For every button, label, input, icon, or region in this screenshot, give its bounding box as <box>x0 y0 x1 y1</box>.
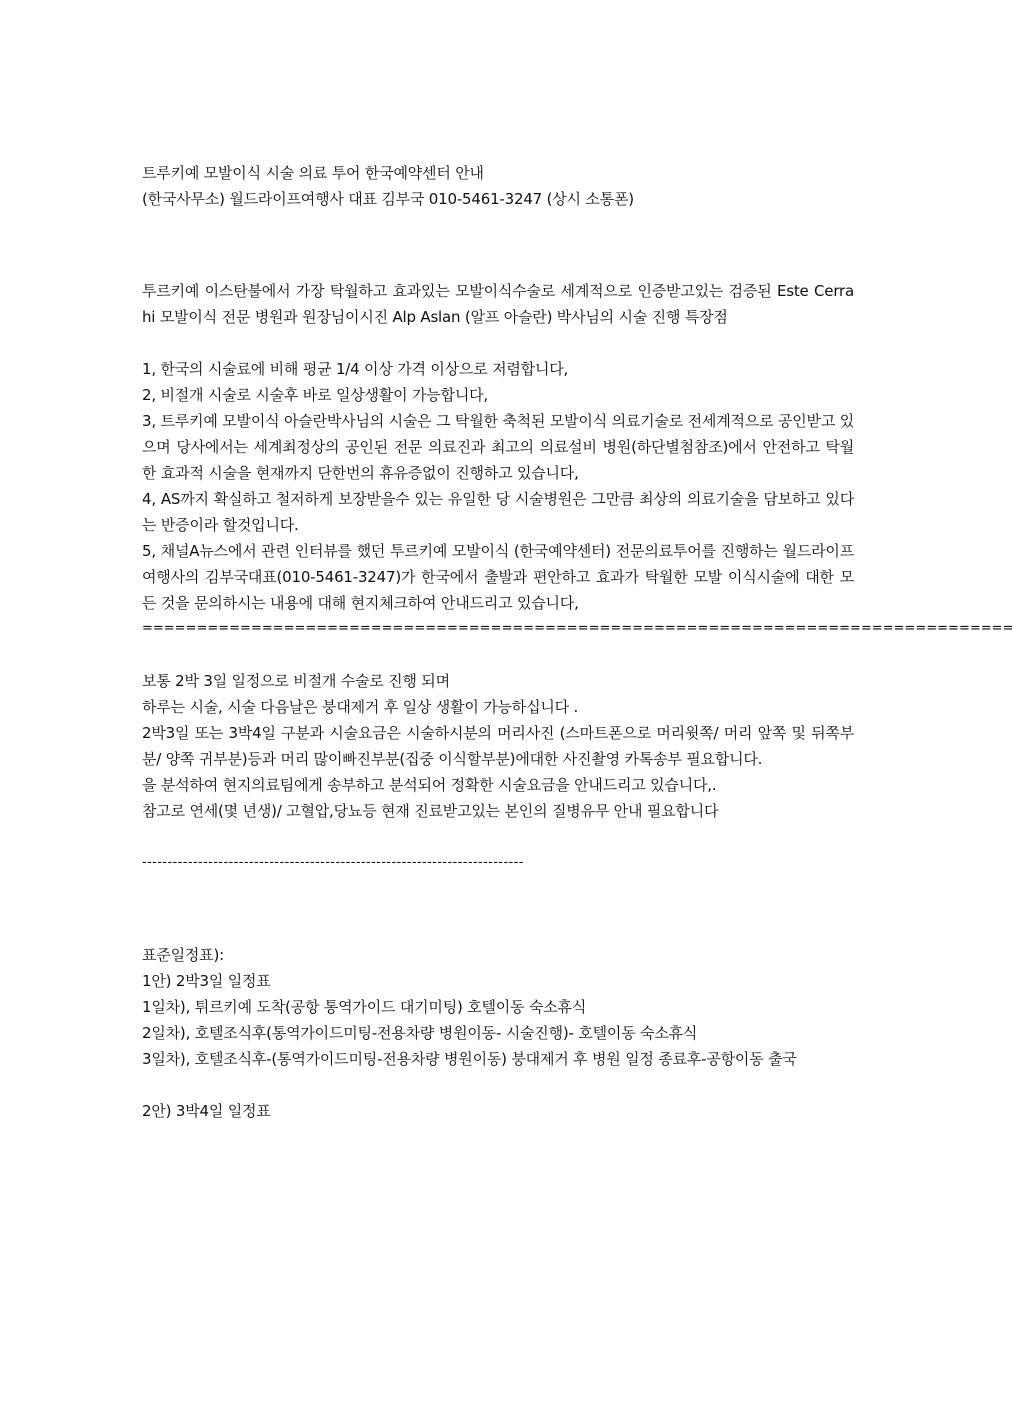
feature-item-3: 3, 트루키예 모발이식 아슬란박사님의 시술은 그 탁월한 축척된 모발이식 의료기술로 전세계적으로 공인받고 있으며 당사에서는 세계최정상의 공인된 전문 의료진과 최고의 의료설비 병원(하단별첨참조)에서 안전하고 탁월한 효과적 시술을 현재까지 단한번의 휴유증없이 진행하고 있습니다, <box>142 412 854 482</box>
feature-item-2: 2, 비절개 시술로 시술후 바로 일상생활이 가능합니다, <box>142 386 488 404</box>
intro-paragraph: 투르키예 이스탄불에서 가장 탁월하고 효과있는 모발이식수술로 세계적으로 인증받고있는 검증된 Este Cerrahi 모발이식 전문 병원과 원장님이시진 Alp Aslan (알프 아슬란) 박사님의 시술 진행 특장점 <box>142 282 854 326</box>
spacer <box>142 642 854 668</box>
plan-1-day-3: 3일차), 호텔조식후-(통역가이드미팅-전용차량 병원이동) 붕대제거 후 병원 일정 종료후-공항이동 출국 <box>142 1050 797 1068</box>
plan-1-title: 1안) 2박3일 일정표 <box>142 972 271 990</box>
procedure-line-3: 을 분석하여 현지의료팀에게 송부하고 분석되어 정확한 시술요금을 안내드리고 있습니다,. <box>142 776 717 794</box>
spacer <box>142 1072 854 1098</box>
procedure-line-4: 참고로 연세(몇 년생)/ 고혈압,당뇨등 현재 진료받고있는 본인의 질병유무 안내 필요합니다 <box>142 802 719 820</box>
plan-1-day-2: 2일차), 호텔조식후(통역가이드미팅-전용차량 병원이동- 시술진행)- 호텔이동 숙소휴식 <box>142 1024 698 1042</box>
feature-item-1: 1, 한국의 시술료에 비해 평균 1/4 이상 가격 이상으로 저렴합니다, <box>142 360 569 378</box>
procedure-line-1: 보통 2박 3일 일정으로 비절개 수술로 진행 되며 <box>142 672 450 690</box>
double-rule-divider: ================================================================================ <box>142 621 1013 636</box>
contact-line: (한국사무소) 월드라이프여행사 대표 김부국 010-5461-3247 (상시 소통폰) <box>142 190 634 208</box>
feature-item-5: 5, 채널A뉴스에서 관련 인터뷰를 했던 투르키예 모발이식 (한국예약센터) 전문의료투어를 진행하는 월드라이프여행사의 김부국대표(010-5461-3247)가 한국에서 출발과 편안하고 효과가 탁월한 모발 이식시술에 대한 모든 것을 문의하시는 내용에 대해 현지체크하여 안내드리고 있습니다, <box>142 542 854 612</box>
procedure-line-2: 하루는 시술, 시술 다음날은 붕대제거 후 일상 생활이 가능하십니다 . <box>142 698 579 716</box>
spacer <box>142 824 854 850</box>
plan-1-day-1: 1일차), 튀르키예 도착(공항 통역가이드 대기미팅) 호텔이동 숙소휴식 <box>142 998 587 1016</box>
dash-rule-divider: --------------------------------------------------------------------------- <box>142 855 524 870</box>
feature-item-4: 4, AS까지 확실하고 철저하게 보장받을수 있는 유일한 당 시술병원은 그만큼 최상의 의료기술을 담보하고 있다는 반증이라 할것입니다. <box>142 490 854 534</box>
spacer <box>142 876 854 942</box>
document-title: 트루키예 모발이식 시술 의료 투어 한국예약센터 안내 <box>142 164 484 182</box>
spacer <box>142 212 854 278</box>
document-page <box>142 160 1013 1124</box>
spacer <box>142 330 854 356</box>
schedule-heading: 표준일정표): <box>142 946 224 964</box>
plan-2-title: 2안) 3박4일 일정표 <box>142 1102 271 1120</box>
procedure-photo-paragraph: 2박3일 또는 3박4일 구분과 시술요금은 시술하시분의 머리사진 (스마트폰으로 머리윗쪽/ 머리 앞쪽 및 뒤쪽부분/ 양쪽 귀부분)등과 머리 많이빠진부분(집중 이식할부분)에대한 사진촬영 카톡송부 필요합니다. <box>142 724 854 768</box>
